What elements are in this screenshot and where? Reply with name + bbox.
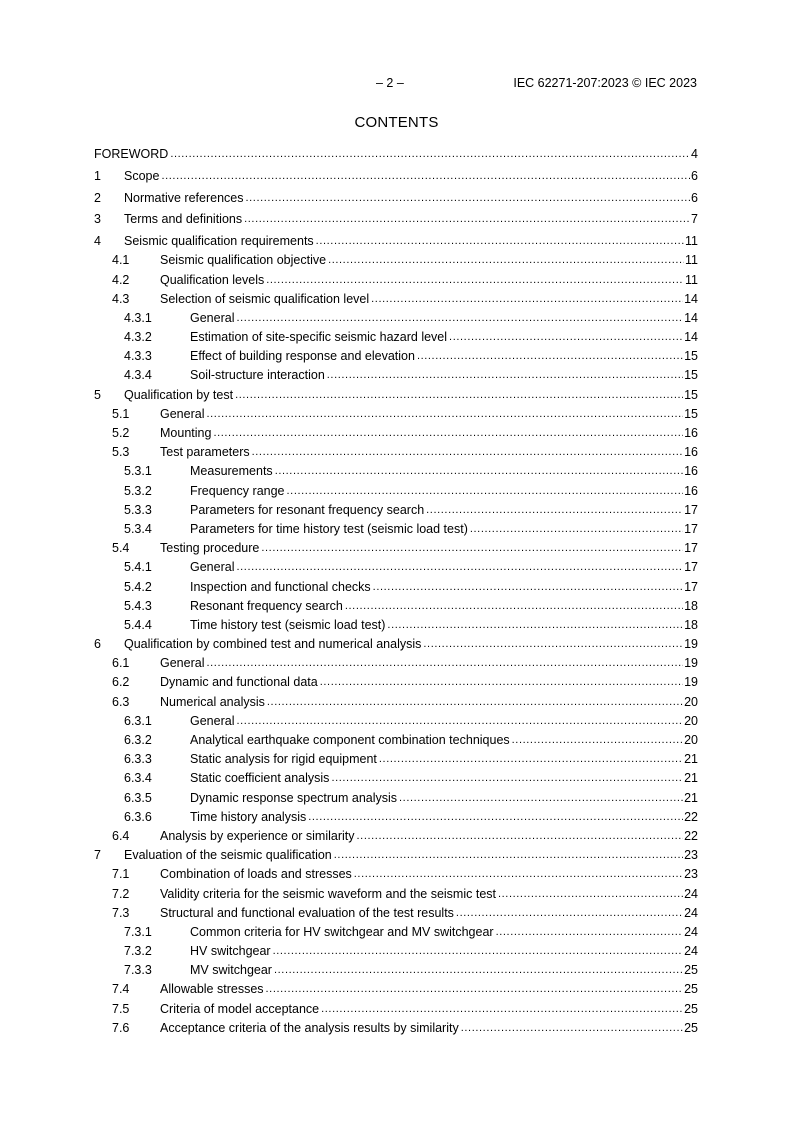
toc-entry-page: 14 — [683, 309, 698, 328]
toc-entry-page: 25 — [683, 980, 698, 999]
dot-leader — [206, 405, 683, 424]
toc-entry-label: Soil-structure interaction — [190, 366, 327, 385]
dot-leader — [354, 865, 683, 884]
toc-entry-number: 4.3.1 — [124, 310, 152, 325]
toc-entry-page: 15 — [683, 366, 698, 385]
toc-entry-page: 25 — [683, 1019, 698, 1038]
toc-entry-number: 7.3 — [112, 905, 130, 920]
toc-entry-number: 7.1 — [112, 867, 130, 882]
toc-entry[interactable] — [94, 386, 698, 405]
toc-entry-number: 4.2 — [112, 272, 130, 287]
toc-entry-page: 21 — [683, 769, 698, 788]
toc-entry-number: 7.4 — [112, 982, 130, 997]
toc-entry[interactable] — [94, 904, 698, 923]
toc-entry-page: 19 — [683, 635, 698, 654]
dot-leader — [357, 827, 684, 846]
toc-entry[interactable] — [94, 328, 698, 347]
toc-entry[interactable] — [94, 210, 698, 229]
toc-entry-page: 24 — [683, 904, 698, 923]
dot-leader — [213, 424, 683, 443]
toc-entry-label: Allowable stresses — [160, 980, 266, 999]
toc-entry-number: 5.2 — [112, 426, 130, 440]
toc-entry[interactable] — [94, 558, 698, 577]
toc-entry-page: 23 — [683, 846, 698, 865]
dot-leader — [274, 961, 683, 980]
dot-leader — [244, 210, 690, 229]
toc-entry[interactable] — [94, 366, 698, 385]
toc-entry-label: Common criteria for HV switchgear and MV switchgear — [190, 923, 496, 942]
toc-entry[interactable] — [94, 846, 698, 865]
dot-leader — [461, 1019, 683, 1038]
standard-identifier: IEC 62271-207:2023 © IEC 2023 — [513, 76, 697, 90]
toc-entry[interactable] — [94, 167, 698, 186]
dot-leader — [275, 462, 683, 481]
toc-entry-label: Scope — [124, 167, 161, 186]
toc-entry-number: 6.3.4 — [124, 771, 152, 786]
dot-leader — [273, 942, 684, 961]
toc-entry-label: Effect of building response and elevation — [190, 347, 417, 366]
toc-entry[interactable] — [94, 635, 698, 654]
table-of-contents — [94, 145, 698, 1038]
dot-leader — [161, 167, 690, 186]
toc-entry[interactable] — [94, 789, 698, 808]
toc-entry-label: Criteria of model acceptance — [160, 1000, 321, 1019]
toc-entry[interactable] — [94, 309, 698, 328]
dot-leader — [308, 808, 683, 827]
dot-leader — [399, 789, 683, 808]
toc-entry-page: 20 — [683, 693, 698, 712]
toc-entry-number: 4.3.2 — [124, 330, 152, 345]
toc-entry-number: 5.3.4 — [124, 521, 152, 536]
toc-entry-page: 17 — [683, 578, 698, 597]
toc-entry-page: 15 — [683, 386, 698, 405]
toc-entry[interactable] — [94, 731, 698, 750]
toc-entry[interactable] — [94, 769, 698, 788]
toc-entry[interactable] — [94, 616, 698, 635]
toc-entry-label: General — [190, 309, 236, 328]
dot-leader — [426, 501, 683, 520]
toc-entry-page: 16 — [683, 443, 698, 462]
dot-leader — [261, 539, 683, 558]
toc-entry[interactable] — [94, 443, 698, 462]
toc-entry-page: 11 — [684, 271, 698, 290]
toc-entry[interactable] — [94, 865, 698, 884]
toc-entry[interactable] — [94, 145, 698, 164]
toc-entry-number: 4 — [94, 234, 101, 249]
toc-entry-label: Inspection and functional checks — [190, 578, 373, 597]
toc-entry-label: Measurements — [190, 462, 275, 481]
toc-entry-number: 6.3.1 — [124, 713, 152, 728]
dot-leader — [498, 885, 683, 904]
toc-entry[interactable] — [94, 290, 698, 309]
toc-entry-number: 7.3.3 — [124, 963, 152, 978]
toc-entry-number: 7.2 — [112, 886, 130, 901]
dot-leader — [512, 731, 683, 750]
toc-entry-page: 16 — [683, 462, 698, 481]
toc-entry-label: Acceptance criteria of the analysis results by similarity — [160, 1019, 461, 1038]
toc-entry[interactable] — [94, 942, 698, 961]
toc-entry-number: 6 — [94, 637, 101, 652]
dot-leader — [328, 251, 684, 270]
toc-entry-label: Frequency range — [190, 482, 287, 501]
toc-entry-label: Terms and definitions — [124, 210, 244, 229]
toc-entry-label: General — [160, 405, 206, 424]
toc-entry-number: 6.3.5 — [124, 790, 152, 805]
toc-entry-number: 5.3.2 — [124, 483, 152, 498]
toc-entry[interactable] — [94, 961, 698, 980]
toc-entry[interactable] — [94, 750, 698, 769]
toc-entry-page: 18 — [683, 597, 698, 616]
dot-leader — [266, 980, 684, 999]
toc-entry[interactable] — [94, 520, 698, 539]
dot-leader — [252, 443, 683, 462]
dot-leader — [345, 597, 683, 616]
dot-leader — [379, 750, 683, 769]
toc-entry-number: 5.3 — [112, 445, 130, 460]
toc-entry-page: 6 — [690, 189, 698, 208]
toc-entry-number: 6.2 — [112, 675, 130, 690]
dot-leader — [321, 1000, 683, 1019]
toc-entry-page: 11 — [684, 232, 698, 251]
toc-entry-number: 5.3.3 — [124, 502, 152, 517]
toc-entry-label: Qualification by test — [124, 386, 235, 405]
toc-entry-number: 3 — [94, 212, 101, 227]
dot-leader — [331, 769, 683, 788]
dot-leader — [266, 271, 684, 290]
dot-leader — [449, 328, 683, 347]
toc-entry-label: General — [190, 558, 236, 577]
toc-entry-number: 5.3.1 — [124, 464, 152, 479]
toc-entry-page: 16 — [683, 424, 698, 443]
toc-entry[interactable] — [94, 539, 698, 558]
dot-leader — [316, 232, 684, 251]
toc-entry-page: 16 — [683, 482, 698, 501]
toc-entry[interactable] — [94, 578, 698, 597]
toc-entry-number: 4.3 — [112, 291, 130, 306]
toc-entry-label: Test parameters — [160, 443, 252, 462]
toc-entry-page: 17 — [683, 520, 698, 539]
toc-entry-page: 17 — [683, 558, 698, 577]
toc-entry-page: 21 — [683, 789, 698, 808]
toc-entry-number: 5.4.1 — [124, 560, 152, 575]
toc-entry-page: 22 — [683, 808, 698, 827]
toc-entry-page: 22 — [683, 827, 698, 846]
toc-entry[interactable] — [94, 597, 698, 616]
toc-entry-number: 5.4.4 — [124, 617, 152, 632]
toc-entry[interactable] — [94, 827, 698, 846]
dot-leader — [267, 693, 683, 712]
toc-entry-label: Selection of seismic qualification level — [160, 290, 371, 309]
dot-leader — [170, 145, 690, 164]
toc-entry[interactable] — [94, 673, 698, 692]
toc-entry[interactable] — [94, 1019, 698, 1038]
toc-entry-page: 15 — [683, 347, 698, 366]
toc-entry-label: Qualification levels — [160, 271, 266, 290]
toc-entry-label: Resonant frequency search — [190, 597, 345, 616]
toc-entry[interactable] — [94, 462, 698, 481]
dot-leader — [206, 654, 683, 673]
toc-entry[interactable] — [94, 923, 698, 942]
dot-leader — [496, 923, 684, 942]
toc-entry-page: 17 — [683, 501, 698, 520]
toc-entry-page: 11 — [684, 251, 698, 270]
dot-leader — [235, 386, 683, 405]
toc-entry[interactable] — [94, 693, 698, 712]
toc-entry-page: 17 — [683, 539, 698, 558]
toc-entry-page: 24 — [683, 942, 698, 961]
toc-entry-label: FOREWORD — [94, 145, 170, 164]
toc-entry-page: 20 — [683, 712, 698, 731]
toc-entry[interactable] — [94, 712, 698, 731]
dot-leader — [470, 520, 683, 539]
toc-entry-label: Dynamic response spectrum analysis — [190, 789, 399, 808]
toc-entry-page: 7 — [690, 210, 698, 229]
toc-entry-number: 5 — [94, 387, 101, 402]
dot-leader — [246, 189, 691, 208]
toc-entry-label: Validity criteria for the seismic waveform and the seismic test — [160, 885, 498, 904]
toc-entry-label: Static analysis for rigid equipment — [190, 750, 379, 769]
toc-entry[interactable] — [94, 808, 698, 827]
page-title: CONTENTS — [354, 114, 439, 131]
toc-entry-label: Mounting — [160, 424, 213, 443]
toc-entry-page: 24 — [683, 923, 698, 942]
toc-entry-label: Parameters for time history test (seismic load test) — [190, 520, 470, 539]
toc-entry-number: 4.3.3 — [124, 349, 152, 364]
toc-entry[interactable] — [94, 232, 698, 251]
page-number: – 2 – — [376, 76, 404, 90]
toc-entry-label: Dynamic and functional data — [160, 673, 320, 692]
dot-leader — [236, 309, 683, 328]
toc-entry-number: 4.3.4 — [124, 368, 152, 383]
dot-leader — [320, 673, 683, 692]
toc-entry-page: 25 — [683, 961, 698, 980]
toc-entry-number: 7.5 — [112, 1001, 130, 1016]
toc-entry-number: 7.3.1 — [124, 924, 152, 939]
toc-entry-label: MV switchgear — [190, 961, 274, 980]
dot-leader — [236, 558, 683, 577]
toc-entry-label: Seismic qualification objective — [160, 251, 328, 270]
toc-entry-label: Evaluation of the seismic qualification — [124, 846, 334, 865]
toc-entry[interactable] — [94, 1000, 698, 1019]
toc-entry-label: Testing procedure — [160, 539, 261, 558]
toc-entry-page: 14 — [683, 290, 698, 309]
toc-entry-page: 19 — [683, 673, 698, 692]
toc-entry-page: 20 — [683, 731, 698, 750]
toc-entry[interactable] — [94, 271, 698, 290]
toc-entry-label: Seismic qualification requirements — [124, 232, 316, 251]
toc-entry-number: 6.3.3 — [124, 752, 152, 767]
toc-entry-number: 5.4.3 — [124, 598, 152, 613]
toc-entry-label: Numerical analysis — [160, 693, 267, 712]
toc-entry-number: 6.3.6 — [124, 809, 152, 824]
toc-entry-page: 4 — [690, 145, 698, 164]
dot-leader — [373, 578, 683, 597]
dot-leader — [287, 482, 684, 501]
toc-entry-number: 4.1 — [112, 253, 130, 268]
toc-entry-label: Combination of loads and stresses — [160, 865, 354, 884]
toc-entry-label: Static coefficient analysis — [190, 769, 331, 788]
toc-entry-number: 6.3 — [112, 694, 130, 709]
toc-entry[interactable] — [94, 251, 698, 270]
toc-entry-label: General — [160, 654, 206, 673]
toc-entry-label: Structural and functional evaluation of the test results — [160, 904, 456, 923]
toc-entry-page: 18 — [683, 616, 698, 635]
toc-entry-number: 6.4 — [112, 828, 130, 843]
dot-leader — [423, 635, 683, 654]
toc-entry-page: 24 — [683, 885, 698, 904]
toc-entry-label: General — [190, 712, 236, 731]
toc-entry-number: 5.1 — [112, 406, 130, 421]
toc-entry-number: 1 — [94, 168, 101, 183]
toc-entry-label: Analysis by experience or similarity — [160, 827, 357, 846]
toc-entry-label: Normative references — [124, 189, 246, 208]
dot-leader — [456, 904, 683, 923]
toc-entry[interactable] — [94, 654, 698, 673]
dot-leader — [236, 712, 683, 731]
toc-entry[interactable] — [94, 482, 698, 501]
dot-leader — [371, 290, 683, 309]
toc-entry-page: 19 — [683, 654, 698, 673]
toc-entry[interactable] — [94, 189, 698, 208]
toc-entry[interactable] — [94, 501, 698, 520]
toc-entry-number: 2 — [94, 190, 101, 205]
toc-entry-page: 23 — [683, 865, 698, 884]
toc-entry-number: 7 — [94, 848, 101, 863]
toc-entry[interactable] — [94, 347, 698, 366]
toc-entry-label: Estimation of site-specific seismic hazard level — [190, 328, 449, 347]
toc-entry-label: Time history analysis — [190, 808, 308, 827]
toc-entry-number: 7.6 — [112, 1020, 130, 1035]
toc-entry-label: Parameters for resonant frequency search — [190, 501, 426, 520]
toc-entry-label: Time history test (seismic load test) — [190, 616, 387, 635]
toc-entry[interactable] — [94, 980, 698, 999]
toc-entry-page: 21 — [683, 750, 698, 769]
dot-leader — [387, 616, 683, 635]
toc-entry-label: Qualification by combined test and numerical analysis — [124, 635, 423, 654]
toc-entry-number: 5.4.2 — [124, 579, 152, 594]
dot-leader — [334, 846, 683, 865]
page-header — [0, 76, 793, 92]
dot-leader — [327, 366, 683, 385]
toc-entry-number: 5.4 — [112, 541, 130, 556]
toc-entry-page: 25 — [683, 1000, 698, 1019]
toc-entry[interactable] — [94, 885, 698, 904]
toc-entry-label: HV switchgear — [190, 942, 273, 961]
toc-entry-page: 15 — [683, 405, 698, 424]
toc-entry-number: 6.3.2 — [124, 733, 152, 747]
dot-leader — [417, 347, 683, 366]
toc-entry-number: 6.1 — [112, 656, 130, 671]
toc-entry-page: 6 — [690, 167, 698, 186]
toc-entry[interactable] — [94, 405, 698, 424]
toc-entry-number: 7.3.2 — [124, 944, 152, 959]
toc-entry[interactable] — [94, 424, 698, 443]
toc-entry-page: 14 — [683, 328, 698, 347]
toc-entry-label: Analytical earthquake component combination techniques — [190, 731, 512, 750]
